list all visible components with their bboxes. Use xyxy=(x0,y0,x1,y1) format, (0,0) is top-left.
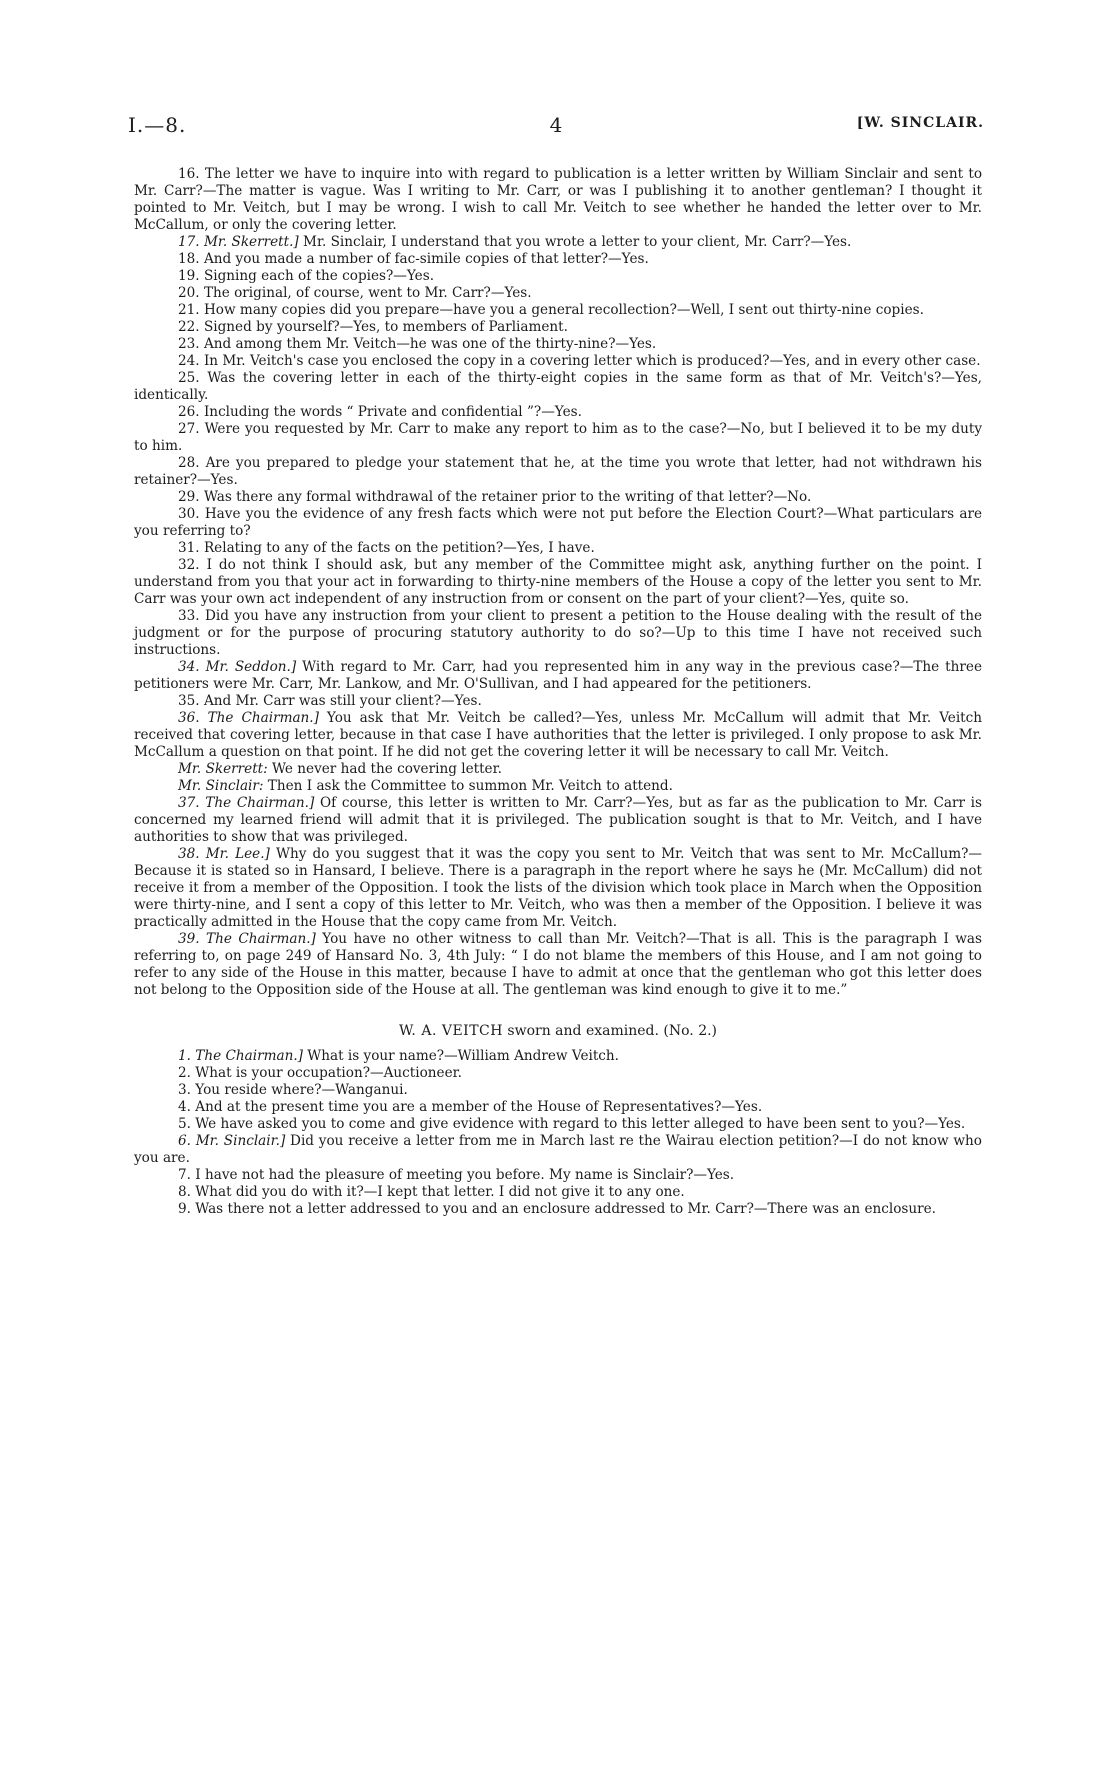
paragraph-text: 20. The original, of course, went to Mr. Carr?—Yes. xyxy=(178,285,532,301)
paragraph-text: With regard to Mr. Carr, had you represented him in any way in the previous case?—The three petitioners were Mr. Carr, Mr. Lankow, and Mr. O'Sullivan, and I had appeared for the petitioners. xyxy=(134,659,982,692)
paragraph-text: 30. Have you the evidence of any fresh facts which were not put before the Election Court?—What particulars are you referring to? xyxy=(134,506,982,539)
paragraph-text: 3. You reside where?—Wanganui. xyxy=(178,1082,408,1098)
paragraph xyxy=(134,608,982,659)
paragraph-text: 21. How many copies did you prepare—have you a general recollection?—Well, I sent out thirty-nine copies. xyxy=(178,302,924,318)
paragraph xyxy=(134,540,982,557)
paragraph-text: 16. The letter we have to inquire into with regard to publication is a letter written by William Sinclair and sent to Mr. Carr?—The matter is vague. Was I writing to Mr. Carr, or was I publishing it to another gentleman? I thought it pointed to Mr. Veitch, but I may be wrong. I wish to call Mr. Veitch to see whether he handed the letter over to Mr. McCallum, or only the covering letter. xyxy=(134,166,982,233)
paragraph-text: 22. Signed by yourself?—Yes, to members of Parliament. xyxy=(178,319,568,335)
paragraph-text: You ask that Mr. Veitch be called?—Yes, unless Mr. McCallum will admit that Mr. Veitch received that covering letter, because in that case I have authorities that the letter is privileged. I only propose to ask Mr. McCallum a question on that point. If he did not get the covering letter it will be necessary to call Mr. Veitch. xyxy=(134,710,982,760)
paragraph-text: 26. Including the words “ Private and confidential ”?—Yes. xyxy=(178,404,582,420)
paragraph xyxy=(134,1167,982,1184)
section-heading-text: sworn and examined. (No. 2.) xyxy=(502,1023,718,1039)
paragraph-text: 28. Are you prepared to pledge your statement that he, at the time you wrote that letter, had not withdrawn his retainer?—Yes. xyxy=(134,455,982,488)
paragraph-text: 23. And among them Mr. Veitch—he was one of the thirty-nine?—Yes. xyxy=(178,336,657,352)
paragraph xyxy=(134,1133,982,1167)
paragraph-text: 32. I do not think I should ask, but any member of the Committee might ask, anything further on the point. I understand from you that your act in forwarding to thirty-nine members of the House a copy of the letter you sent to Mr. Carr was your own act independent of any instruction from or consent on the part of your client?—Yes, quite so. xyxy=(134,557,982,607)
paragraph-text: 18. And you made a number of fac-simile copies of that letter?—Yes. xyxy=(178,251,649,267)
paragraph xyxy=(134,778,982,795)
paragraph-text: Did you receive a letter from me in March last re the Wairau election petition?—I do not know who you are. xyxy=(134,1133,982,1166)
paragraph xyxy=(134,319,982,336)
paragraph xyxy=(134,166,982,234)
paragraph-text: 9. Was there not a letter addressed to you and an enclosure addressed to Mr. Carr?—There was an enclosure. xyxy=(178,1201,936,1217)
paragraph xyxy=(134,336,982,353)
paragraph xyxy=(134,268,982,285)
speaker: 17. Mr. Skerrett.] xyxy=(178,234,299,250)
paragraph-text: We never had the covering letter. xyxy=(267,761,502,777)
paragraph xyxy=(134,1201,982,1218)
page-header xyxy=(128,113,984,141)
paragraph xyxy=(134,1082,982,1099)
sinclair-evidence xyxy=(134,166,982,999)
paragraph-text: 27. Were you requested by Mr. Carr to make any report to him as to the case?—No, but I believed it to be my duty to him. xyxy=(134,421,982,454)
paragraph-text: What is your name?—William Andrew Veitch. xyxy=(302,1048,619,1064)
paragraph-text: 4. And at the present time you are a member of the House of Representatives?—Yes. xyxy=(178,1099,763,1115)
veitch-evidence xyxy=(134,1048,982,1218)
paragraph xyxy=(134,761,982,778)
speaker: 36. The Chairman.] xyxy=(178,710,319,726)
paragraph-text: 24. In Mr. Veitch's case you enclosed the copy in a covering letter which is produced?—Yes, and in every other case. xyxy=(178,353,981,369)
speaker: Mr. Skerrett: xyxy=(178,761,268,777)
paragraph xyxy=(134,1099,982,1116)
paragraph xyxy=(134,795,982,846)
paragraph xyxy=(134,846,982,931)
speaker: Mr. Sinclair: xyxy=(178,778,264,794)
paragraph-text: Mr. Sinclair, I understand that you wrote a letter to your client, Mr. Carr?—Yes. xyxy=(298,234,852,250)
paragraph-text: 25. Was the covering letter in each of the thirty-eight copies in the same form as that of Mr. Veitch's?—Yes, identically. xyxy=(134,370,982,403)
paragraph xyxy=(134,1116,982,1133)
paragraph-text: Of course, this letter is written to Mr. Carr?—Yes, but as far as the publication to Mr. Carr is concerned my learned friend will admit that it is privileged. The publication sought is that to Mr. Veitch, and I have authorities to show that was privileged. xyxy=(134,795,982,845)
paragraph xyxy=(134,370,982,404)
paragraph-text: You have no other witness to call than Mr. Veitch?—That is all. This is the paragraph I was referring to, on page 249 of Hansard No. 3, 4th July: “ I do not blame the members of this House, and I am not going to refer to any side of the House in this matter, because I have to admit at once that the gentleman who got this letter does not belong to the Opposition side of the House at all. The gentleman was kind enough to give it to me.” xyxy=(134,931,982,998)
paragraph xyxy=(134,489,982,506)
paragraph-text: 2. What is your occupation?—Auctioneer. xyxy=(178,1065,462,1081)
section-heading xyxy=(134,1023,982,1040)
paragraph xyxy=(134,302,982,319)
paragraph-text: 5. We have asked you to come and give evidence with regard to this letter alleged to have been sent to you?—Yes. xyxy=(178,1116,966,1132)
paragraph xyxy=(134,353,982,370)
paragraph xyxy=(134,693,982,710)
witness-name-header: [W. SINCLAIR. xyxy=(856,115,984,131)
document-body xyxy=(134,166,982,1218)
paragraph-text: Then I ask the Committee to summon Mr. Veitch to attend. xyxy=(263,778,673,794)
speaker: 38. Mr. Lee.] xyxy=(178,846,270,862)
paragraph xyxy=(134,404,982,421)
paragraph xyxy=(134,251,982,268)
paragraph-text: Why do you suggest that it was the copy you sent to Mr. Veitch that was sent to Mr. McCallum?—Because it is stated so in Hansard, I believe. There is a paragraph in the report where he says he (Mr. McCallum) did not receive it from a member of the Opposition. I took the lists of the division which took place in March when the Opposition were thirty-nine, and I sent a copy of this letter to Mr. Veitch, who was then a member of the Opposition. I believe it was practically admitted in the House that the copy came from Mr. Veitch. xyxy=(134,846,983,930)
paragraph xyxy=(134,234,982,251)
paragraph-text: 29. Was there any formal withdrawal of the retainer prior to the writing of that letter?—No. xyxy=(178,489,812,505)
witness-name: W. A. VEITCH xyxy=(398,1023,503,1039)
paragraph xyxy=(134,557,982,608)
paragraph xyxy=(134,506,982,540)
paragraph xyxy=(134,931,982,999)
speaker: 6. Mr. Sinclair.] xyxy=(178,1133,286,1149)
speaker: 37. The Chairman.] xyxy=(178,795,315,811)
paragraph xyxy=(134,1048,982,1065)
paragraph xyxy=(134,1184,982,1201)
speaker: 34. Mr. Seddon.] xyxy=(178,659,297,675)
page-number: 4 xyxy=(549,113,563,137)
paragraph-text: 19. Signing each of the copies?—Yes. xyxy=(178,268,435,284)
paragraph-text: 31. Relating to any of the facts on the petition?—Yes, I have. xyxy=(178,540,595,556)
paragraph xyxy=(134,285,982,302)
paragraph-text: 8. What did you do with it?—I kept that letter. I did not give it to any one. xyxy=(178,1184,685,1200)
paper-reference: I.—8. xyxy=(128,113,187,137)
paragraph xyxy=(134,659,982,693)
speaker: 1. The Chairman.] xyxy=(178,1048,303,1064)
paragraph-text: 33. Did you have any instruction from your client to present a petition to the House dealing with the result of the judgment or for the purpose of procuring statutory authority to do so?—Up to this time I have not received such instructions. xyxy=(134,608,982,658)
paragraph xyxy=(134,710,982,761)
speaker: 39. The Chairman.] xyxy=(178,931,316,947)
paragraph-text: 7. I have not had the pleasure of meeting you before. My name is Sinclair?—Yes. xyxy=(178,1167,735,1183)
paragraph xyxy=(134,455,982,489)
paragraph xyxy=(134,1065,982,1082)
paragraph xyxy=(134,421,982,455)
paragraph-text: 35. And Mr. Carr was still your client?—Yes. xyxy=(178,693,482,709)
